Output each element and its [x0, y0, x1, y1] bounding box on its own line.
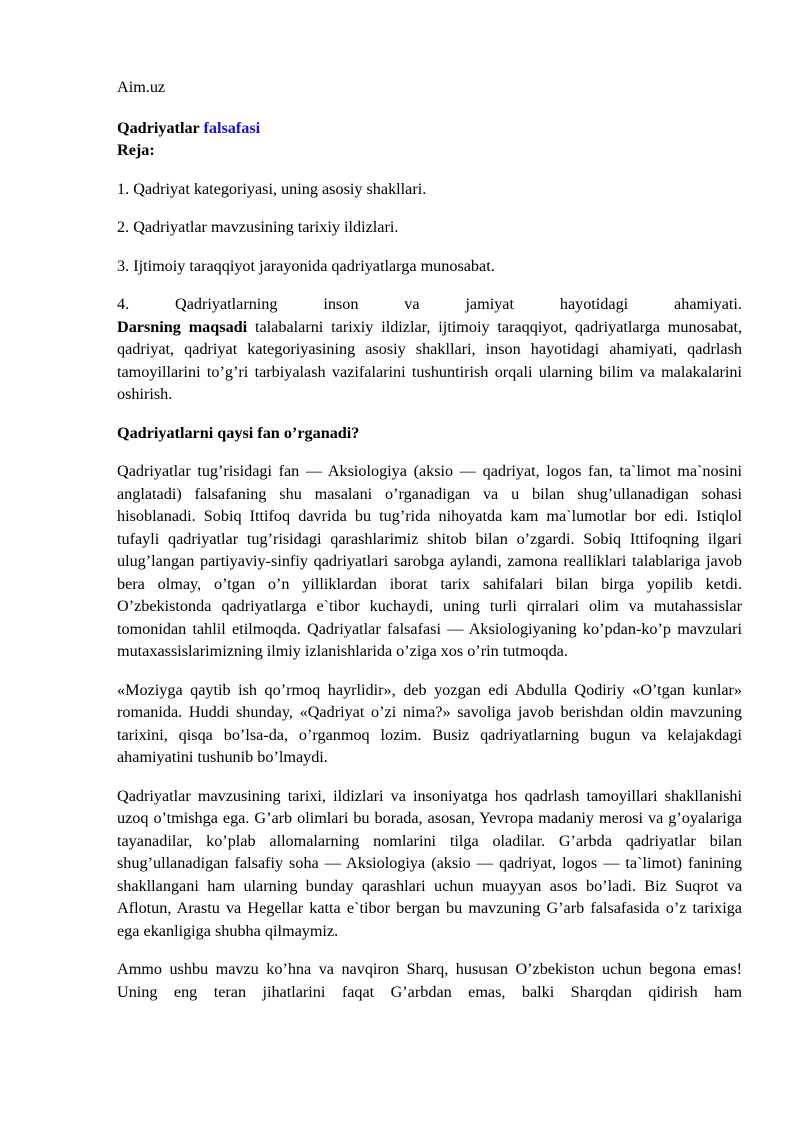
title-prefix: Qadriyatlar: [117, 118, 200, 137]
plan-item-4-word: jamiyat: [465, 295, 514, 313]
plan-heading: Reja:: [117, 141, 155, 159]
plan-item-4-word: 4.: [117, 295, 130, 313]
body-paragraph: Qadriyatlar tug’risidagi fan — Aksiologiya (aksio — qadriyat, logos fan, ta`limot ma`nosini anglatadi) falsafaning shu masalani o’rganadigan va u bilan shug’ullanadigan sohasi hisoblanadi. Sobiq Ittifoq davrida bu tug’rida nihoyatda kam ma`lumotlar bor edi. Istiqlol tufayli qadriyatlar tug’risidagi qarashlarimiz shitob bilan o’zgardi. Sobiq Ittifoqning ilgari ulug’langan partiyaviy-sinfiy qadriyatlari sarobga aylandi, zamona realliklari talablariga javob bera olmay, o’tgan o’n yilliklardan iborat tarix sahifalari bilan birga yopilib ketdi. O’zbekistonda qadriyatlarga e`tibor kuchaydi, uning turli qirralari olim va mutahassislar tomonidan tahlil etilmoqda. Qadriyatlar falsafasi — Aksiologiyaning ko’pdan-ko’p mavzulari mutaxassislarimizning ilmiy izlanishlarida o’ziga xos o’rin tutmoqda.: [117, 462, 742, 660]
body-paragraph: Qadriyatlar mavzusining tarixi, ildizlari va insoniyatga hos qadrlash tamoyillari shakllanishi uzoq o’tmishga ega. G’arb olimlari bu borada, asosan, Yevropa madaniy merosi va g’oyalariga tayanadilar, ko’plab allomalarning nomlarini tilga oladilar. G’arbda qadriyatlar bilan shug’ullanadigan falsafiy soha — Aksiologiya (aksio — qadriyat, logos — ta`limot) fanining shakllangani ham ularning bunday qarashlari uchun muayyan asos bo’ladi. Biz Suqrot va Aflotun, Arastu va Hegellar katta e`tibor bergan bu mavzuning G’arb falsafasida o’z tarixiga ega ekanligiga shubha qilmaymiz.: [117, 786, 742, 940]
plan-item-4-word: Qadriyatlarning: [175, 295, 278, 313]
lesson-goal-text: talabalarni tarixiy ildizlar, ijtimoiy taraqqiyot, qadriyatlarga munosabat, qadriyat, qadriyat kategoriyasining asosiy shakllari, inson hayotidagi ahamiyati, qadrlash tamoyillarini to’g’ri tarbiyalash vazifalarini tushuntirish orqali ularning bilim va malakalarini oshirish.: [117, 317, 742, 403]
plan-item-4-word: inson: [323, 295, 359, 313]
body-paragraph: Ammo ushbu mavzu ko’hna va navqiron Sharq, hususan O’zbekiston uchun begona emas! Uning eng teran jihatlarini faqat G’arbdan emas, balki Sharqdan qidirish ham: [117, 960, 742, 1001]
plan-item-2: 2. Qadriyatlar mavzusining tarixiy ildizlari.: [117, 218, 399, 236]
document-title: [117, 117, 742, 140]
title-link[interactable]: falsafasi: [203, 118, 261, 137]
plan-item-1: 1. Qadriyat kategoriyasi, uning asosiy shakllari.: [117, 179, 427, 198]
plan-item-3: 3. Ijtimoiy taraqqiyot jarayonida qadriyatlarga munosabat.: [117, 256, 495, 275]
lesson-goal-label: Darsning maqsadi: [117, 317, 248, 336]
site-name: Aim.uz: [117, 78, 166, 96]
plan-item-4-word: va: [404, 295, 420, 313]
lesson-goal: [117, 316, 742, 406]
plan-item-4-word: ahamiyati.: [674, 295, 742, 313]
body-paragraph: «Moziyga qaytib ish qo’rmoq hayrlidir», deb yozgan edi Abdulla Qodiriy «O’tgan kunlar» romanida. Huddi shunday, «Qadriyat o’zi nima?» savoliga javob berishdan oldin mavzuning tarixini, qisqa bo’lsa-da, o’rganmoq lozim. Busiz qadriyatlarning bugun va kelajakdagi ahamiyatini tushunib bo’lmaydi.: [117, 680, 742, 766]
plan-item-4-word: hayotidagi: [559, 295, 629, 313]
plan-item-4: [117, 293, 742, 316]
section-heading: Qadriyatlarni qaysi fan o’rganadi?: [117, 423, 360, 442]
